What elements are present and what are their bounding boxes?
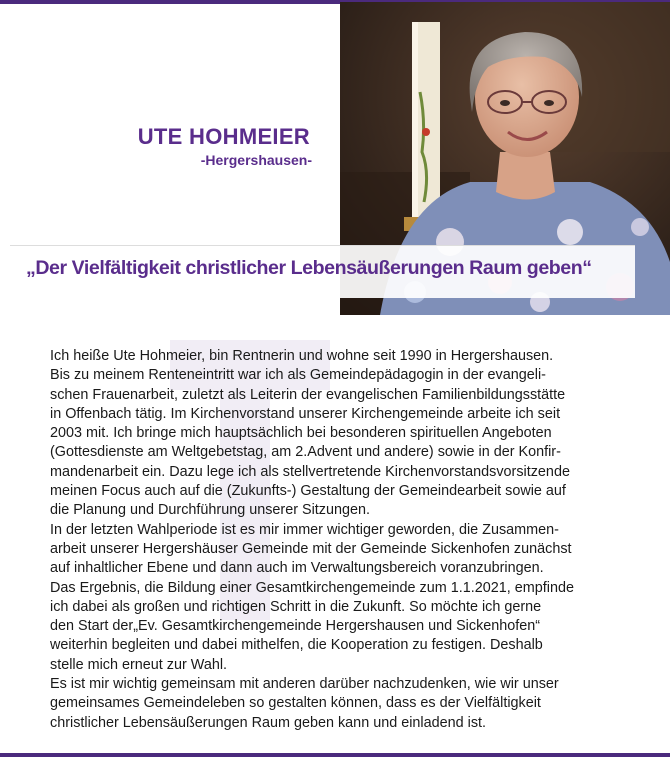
biography-line: 2003 mit. Ich bringe mich hauptsächlich bei besonderen spirituellen Angeboten bbox=[50, 425, 552, 442]
biography-line: arbeit unserer Hergershäuser Gemeinde mit der Gemeinde Sickenhofen zunächst bbox=[50, 540, 572, 557]
candidate-place: -Hergershausen- bbox=[200, 152, 312, 168]
biography-line: den Start der„Ev. Gesamtkirchengemeinde Hergershausen und Sickenhofen“ bbox=[50, 618, 541, 635]
candidate-name: UTE HOHMEIER bbox=[137, 124, 310, 149]
biography-line: die Planung und Durchführung unserer Sitzungen. bbox=[50, 502, 371, 519]
biography-line: Bis zu meinem Renteneintritt war ich als Gemeindepädagogin in der evangeli- bbox=[50, 367, 546, 384]
biography-line: Ich heiße Ute Hohmeier, bin Rentnerin und wohne seit 1990 in Hergershausen. bbox=[50, 348, 554, 364]
biography-line: schen Frauenarbeit, zuletzt als Leiterin der evangelischen Familienbildungsstätte bbox=[50, 386, 566, 403]
quote-text: „Der Vielfältigkeit christlicher Lebensäußerungen Raum geben“ bbox=[26, 257, 592, 279]
biography-line: christlicher Lebensäußerungen Raum geben kann und einladend ist. bbox=[50, 714, 487, 731]
biography-line: (Gottesdienste am Weltgebetstag, am 2.Advent und andere) sowie in der Konfir- bbox=[50, 444, 561, 461]
biography-line: stelle mich erneut zur Wahl. bbox=[50, 656, 228, 673]
biography-line: ich dabei als großen und richtigen Schritt in die Zukunft. So möchte ich gerne bbox=[50, 598, 542, 615]
biography-line: Es ist mir wichtig gemeinsam mit anderen darüber nachzudenken, wie wir unser bbox=[50, 676, 559, 693]
biography-line: in Offenbach tätig. Im Kirchenvorstand unserer Kirchengemeinde arbeite ich seit bbox=[50, 405, 561, 422]
biography-line: gemeinsames Gemeindeleben so gestalten können, dass es der Vielfältigkeit bbox=[50, 695, 541, 712]
biography-line: Das Ergebnis, die Bildung einer Gesamtkirchengemeinde zum 1.1.2021, empfinde bbox=[50, 579, 574, 596]
biography-line: meinen Focus auch auf die (Zukunfts-) Gestaltung der Gemeindearbeit sowie auf bbox=[50, 483, 566, 500]
biography-line: auf inhaltlicher Ebene und dann auch im Verwaltungsbereich voranzubringen. bbox=[50, 560, 544, 577]
biography-line: mandenarbeit ein. Dazu lege ich als stellvertretende Kirchenvorstandsvorsitzende bbox=[50, 463, 570, 480]
biography-text bbox=[50, 347, 630, 733]
biography-line: weiterhin begleiten und dabei mithelfen, die Kooperation zu festigen. Deshalb bbox=[50, 637, 543, 654]
bottom-divider bbox=[0, 753, 670, 757]
biography-line: In der letzten Wahlperiode ist es mir immer wichtiger geworden, die Zusammen- bbox=[50, 521, 559, 538]
